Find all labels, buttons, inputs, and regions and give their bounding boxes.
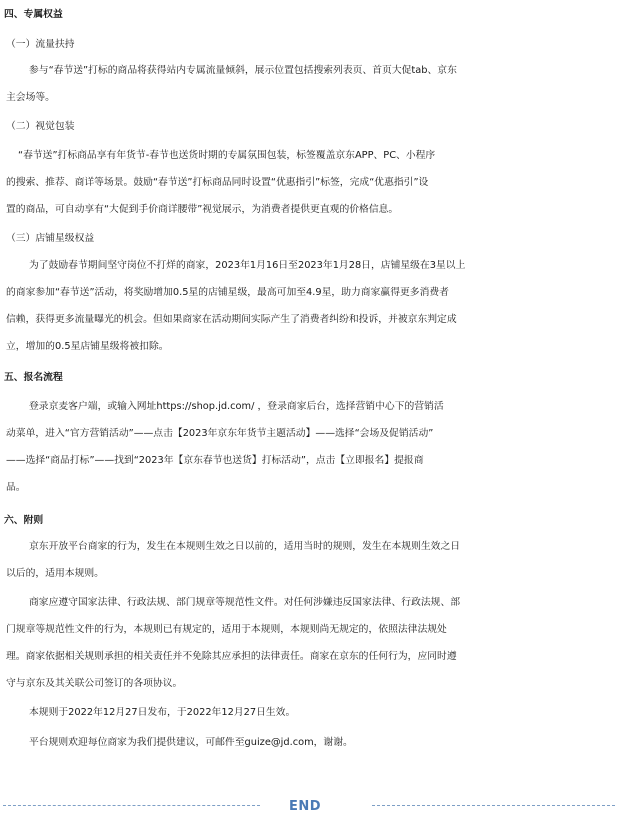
end-label: END [289,799,322,814]
paragraph-line: 动菜单，进入“官方营销活动”——点击【2023年京东年货节主题活动】——选择“会场及促销活动” [6,428,434,439]
paragraph-line: 以后的，适用本规则。 [6,568,104,579]
paragraph-line: 品。 [6,482,26,493]
paragraph-line: 的商家参加“春节送”活动，将奖励增加0.5星的店铺星级，最高可加至4.9星，助力商家赢得更多消费者 [6,287,449,298]
paragraph-line: 京东开放平台商家的行为，发生在本规则生效之日以前的，适用当时的规则，发生在本规则生效之日 [29,541,461,552]
paragraph-line: 商家应遵守国家法律、行政法规、部门规章等规范性文件。对任何涉嫌违反国家法律、行政法规、部 [29,597,461,608]
subsection-heading: （二）视觉包装 [6,121,75,132]
end-divider [0,796,618,815]
paragraph-line: 理。商家依据相关规则承担的相关责任并不免除其应承担的法律责任。商家在京东的任何行为，应同时遵 [6,651,457,662]
paragraph-line: 平台规则欢迎每位商家为我们提供建议，可邮件至guize@jd.com，谢谢。 [29,737,353,748]
subsection-heading: （一）流量扶持 [6,39,75,50]
divider-line-left [3,805,260,806]
paragraph-line: 的搜索、推荐、商详等场景。鼓励“春节送”打标商品同时设置“优惠指引”标签，完成“优惠指引”设 [6,177,429,188]
paragraph-line: 守与京东及其关联公司签订的各项协议。 [6,678,183,689]
paragraph-line: 立，增加的0.5星店铺星级将被扣除。 [6,341,169,352]
divider-line-right [372,805,615,806]
section-heading: 五、报名流程 [4,372,63,383]
paragraph-line: 本规则于2022年12月27日发布，于2022年12月27日生效。 [29,707,296,718]
paragraph-line: 为了鼓励春节期间坚守岗位不打烊的商家，2023年1月16日至2023年1月28日，店铺星级在3星以上 [29,260,466,271]
subsection-heading: （三）店铺星级权益 [6,233,95,244]
paragraph-line: 参与“春节送”打标的商品将获得站内专属流量倾斜，展示位置包括搜索列表页、首页大促tab、京东 [29,65,457,76]
paragraph-line: ——选择“商品打标”——找到“2023年【京东春节也送货】打标活动”，点击【立即报名】提报商 [6,455,424,466]
paragraph-line: 主会场等。 [6,92,55,103]
section-heading: 四、专属权益 [4,9,63,20]
paragraph-line: 登录京麦客户端，或输入网址https://shop.jd.com/ ，登录商家后台，选择营销中心下的营销活 [29,401,444,412]
paragraph-line: 门规章等规范性文件的行为，本规则已有规定的，适用于本规则，本规则尚无规定的，依照法律法规处 [6,624,447,635]
paragraph-line: 信赖，获得更多流量曝光的机会。但如果商家在活动期间实际产生了消费者纠纷和投诉，并被京东判定成 [6,314,457,325]
paragraph-line: 置的商品，可自动享有“大促到手价商详腰带”视觉展示，为消费者提供更直观的价格信息。 [6,204,399,215]
section-heading: 六、附则 [4,515,44,526]
paragraph-line: “春节送”打标商品享有年货节-春节也送货时期的专属氛围包装，标签覆盖京东APP、PC、小程序 [18,150,436,161]
